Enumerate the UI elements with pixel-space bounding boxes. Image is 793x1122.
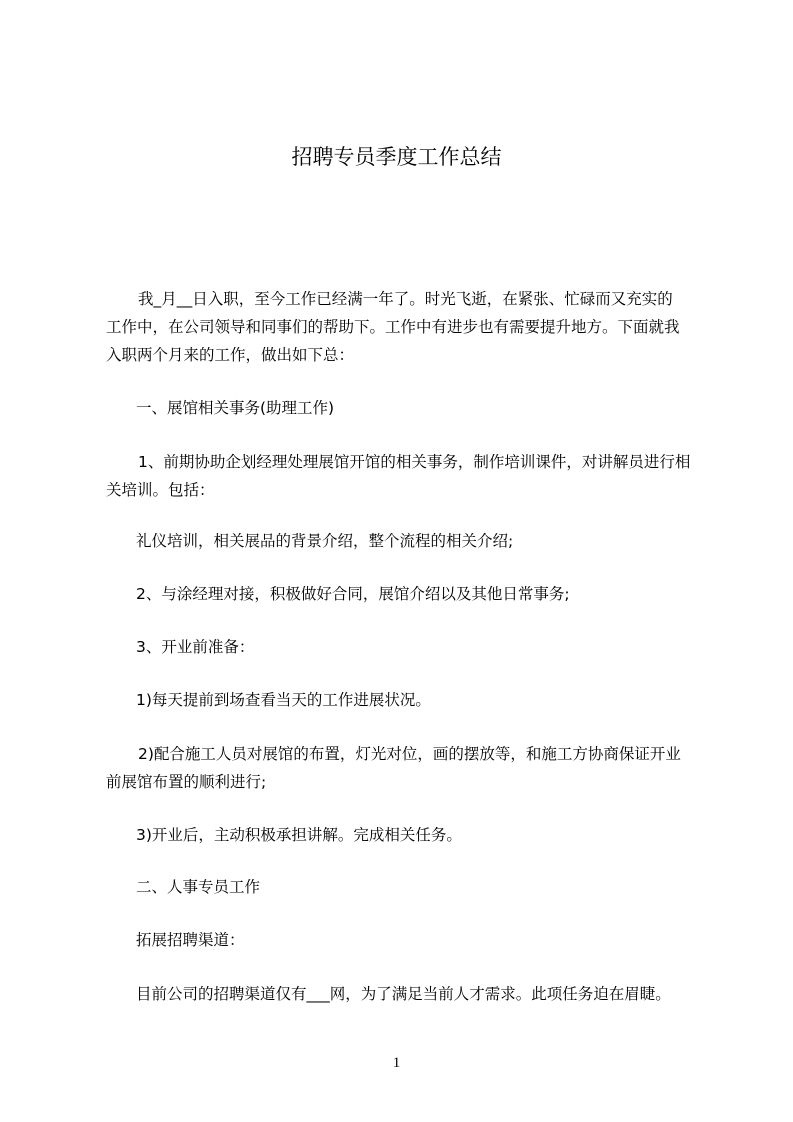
paragraph-line: 入职两个月来的工作，做出如下总： <box>106 346 355 364</box>
section-heading: 一、展馆相关事务(助理工作) <box>136 399 335 417</box>
paragraph-line: 工作中，在公司领导和同事们的帮助下。工作中有进步也有需要提升地方。下面就我 <box>106 318 680 336</box>
paragraph-line: 关培训。包括： <box>106 481 215 499</box>
paragraph-line: 2、与涂经理对接，积极做好合同，展馆介绍以及其他日常事务; <box>136 585 570 603</box>
paragraph-line: 2)配合施工人员对展馆的布置，灯光对位，画的摆放等，和施工方协商保证开业 <box>138 745 681 763</box>
paragraph-line: 拓展招聘渠道： <box>136 931 245 949</box>
paragraph-line: 3、开业前准备： <box>136 638 255 656</box>
paragraph-line: 前展馆布置的顺利进行; <box>106 773 267 791</box>
paragraph-line: 3)开业后，主动积极承担讲解。完成相关任务。 <box>136 826 462 844</box>
paragraph-line: 我_月__日入职，至今工作已经满一年了。时光飞逝，在紧张、忙碌而又充实的 <box>138 290 673 308</box>
paragraph-line: 1、前期协助企划经理处理展馆开馆的相关事务，制作培训课件，对讲解员进行相 <box>138 453 691 471</box>
section-heading: 二、人事专员工作 <box>136 878 261 896</box>
page-number: 1 <box>392 1055 401 1071</box>
paragraph-line: 目前公司的招聘渠道仅有___网，为了满足当前人才需求。此项任务迫在眉睫。 <box>136 985 671 1003</box>
paragraph-line: 1)每天提前到场查看当天的工作进展状况。 <box>136 691 431 709</box>
paragraph-line: 礼仪培训，相关展品的背景介绍，整个流程的相关介绍; <box>136 532 514 550</box>
document-title: 招聘专员季度工作总结 <box>291 145 502 169</box>
